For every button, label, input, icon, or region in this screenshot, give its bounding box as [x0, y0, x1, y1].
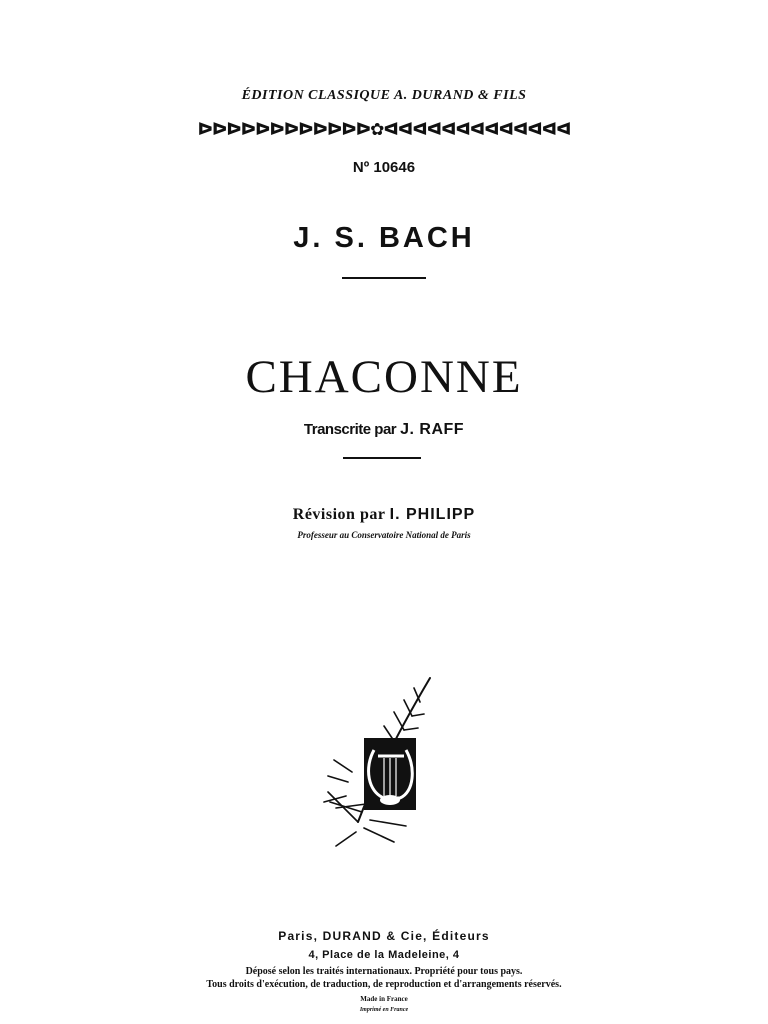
revision-credit	[0, 506, 768, 524]
composer-name: J. S. BACH	[293, 222, 475, 254]
catalog-number: Nº 10646	[352, 159, 416, 176]
reviser-title: Professeur au Conservatoire National de Paris	[297, 530, 471, 540]
transcription-prefix: Transcrite par	[303, 421, 397, 438]
printed-in-notice: Imprimé en France	[359, 1007, 409, 1013]
reviser-name: I. PHILIPP	[389, 506, 476, 523]
divider-rule	[342, 277, 426, 279]
publisher-line: Paris, DURAND & Cie, Éditeurs	[278, 929, 490, 943]
work-title: CHACONNE	[245, 351, 523, 403]
divider-rule	[343, 457, 421, 459]
rights-notice-2: Tous droits d'exécution, de traduction, de reproduction et d'arrangements réservés.	[206, 979, 562, 990]
transcriber-name: J. RAFF	[400, 421, 465, 438]
publisher-address: 4, Place de la Madeleine, 4	[308, 949, 460, 961]
ornamental-border: ᐅᐅᐅᐅᐅᐅᐅᐅᐅᐅᐅᐅ✿ᐊᐊᐊᐊᐊᐊᐊᐊᐊᐊᐊᐊᐊ	[197, 120, 571, 140]
transcription-credit	[0, 421, 768, 439]
edition-heading: ÉDITION CLASSIQUE A. DURAND & FILS	[241, 88, 527, 103]
rights-notice-1: Déposé selon les traités internationaux. Propriété pour tous pays.	[245, 966, 523, 977]
revision-prefix: Révision par	[292, 506, 386, 523]
made-in-notice: Made in France	[360, 995, 408, 1003]
lyre-with-laurel-icon	[318, 672, 438, 848]
